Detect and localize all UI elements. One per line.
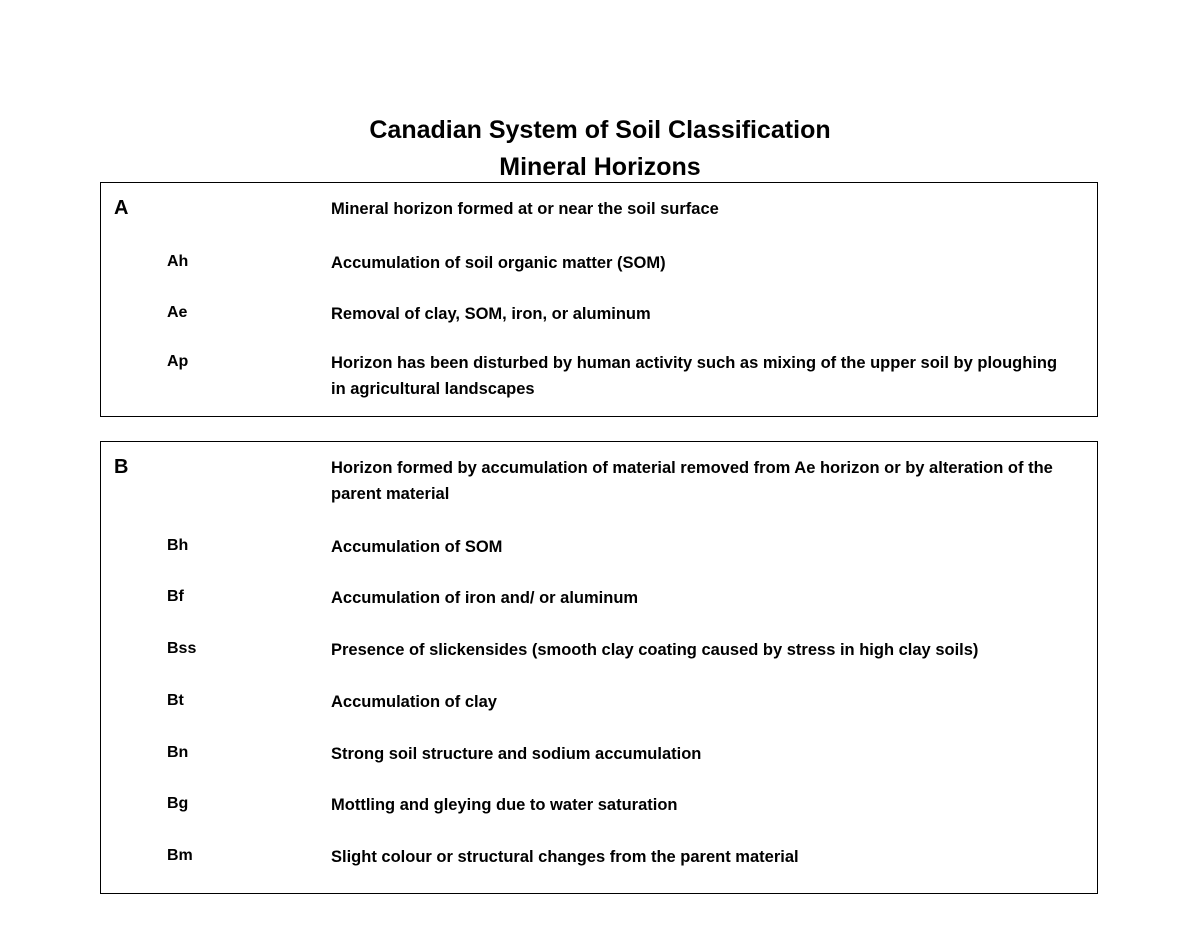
subhorizon-code: Bt [167, 692, 184, 709]
subhorizon-description: Horizon has been disturbed by human activity such as mixing of the upper soil by ploughing in agricultural landscapes [331, 354, 1058, 398]
subhorizon-description: Strong soil structure and sodium accumulation [331, 745, 702, 763]
subhorizon-description: Mottling and gleying due to water saturation [331, 796, 678, 814]
horizon-description: Mineral horizon formed at or near the soil surface [331, 200, 719, 218]
subhorizon-code: Bm [167, 847, 193, 864]
subhorizon-description: Slight colour or structural changes from the parent material [331, 848, 799, 866]
subhorizon-description: Accumulation of clay [331, 693, 497, 711]
title-line-1: Canadian System of Soil Classification [369, 116, 831, 144]
horizon-section-b [100, 441, 1098, 894]
horizon-description: Horizon formed by accumulation of material removed from Ae horizon or by alteration of the parent material [331, 459, 1053, 503]
subhorizon-code: Ap [167, 353, 189, 370]
subhorizon-description: Accumulation of soil organic matter (SOM) [331, 254, 666, 272]
title-line-2: Mineral Horizons [499, 153, 701, 181]
subhorizon-description: Accumulation of SOM [331, 538, 503, 556]
subhorizon-code: Bn [167, 744, 189, 761]
subhorizon-code: Bf [167, 588, 184, 605]
subhorizon-code: Bh [167, 537, 189, 554]
page-title [0, 112, 1200, 186]
subhorizon-code: Bss [167, 640, 197, 657]
horizon-section-a [100, 182, 1098, 417]
subhorizon-code: Bg [167, 795, 189, 812]
subhorizon-description: Presence of slickensides (smooth clay coating caused by stress in high clay soils) [331, 641, 979, 659]
subhorizon-code: Ae [167, 304, 188, 321]
horizon-code: B [114, 456, 129, 478]
subhorizon-code: Ah [167, 253, 189, 270]
subhorizon-description: Accumulation of iron and/ or aluminum [331, 589, 639, 607]
horizon-code: A [114, 197, 129, 219]
subhorizon-description: Removal of clay, SOM, iron, or aluminum [331, 305, 651, 323]
